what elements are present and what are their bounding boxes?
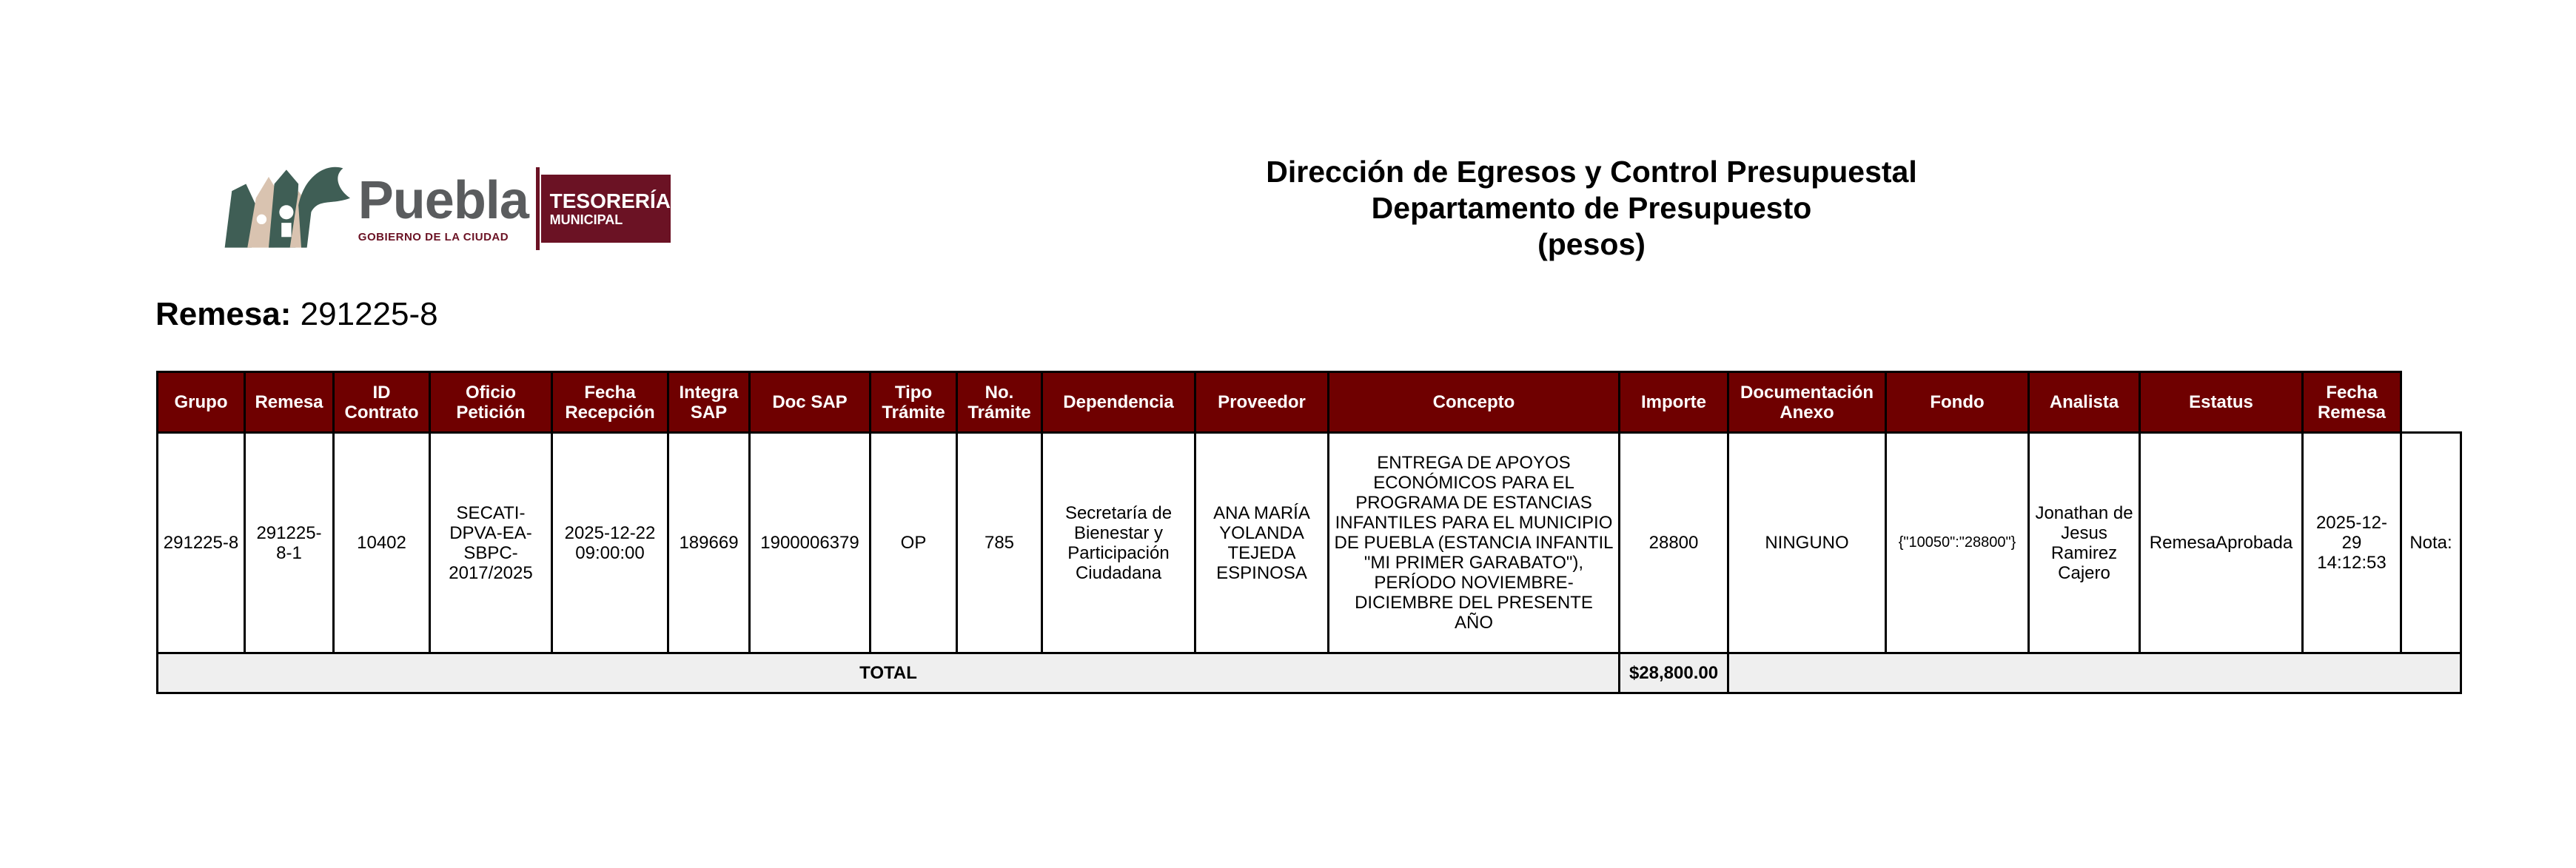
column-header: No. Trámite [957,372,1042,433]
total-value: $28,800.00 [1620,653,1728,693]
column-header: ID Contrato [334,372,430,433]
column-header: Documentación Anexo [1728,372,1886,433]
column-header: Fondo [1886,372,2029,433]
column-header: Importe [1620,372,1728,433]
table-row [158,433,2461,653]
cell-integra-sap: 189669 [668,433,750,653]
cell-doc-sap: 1900006379 [750,433,871,653]
logo-subtitle: GOBIERNO DE LA CIUDAD [358,230,509,243]
column-header: Fecha Remesa [2303,372,2401,433]
badge-line1: TESORERÍA [549,189,671,212]
cell-id-contrato: 10402 [334,433,430,653]
cell-fecha-remesa: 2025-12-29 14:12:53 [2303,433,2401,653]
cell-tipo-tramite: OP [871,433,957,653]
logo-word: Puebla [358,170,529,230]
cell-estatus: RemesaAprobada [2140,433,2303,653]
remesa-table [156,371,2462,694]
tesoreria-badge [541,175,671,243]
total-label: TOTAL [158,653,1620,693]
heading-line1: Dirección de Egresos y Control Presupuestal [1266,155,1917,189]
column-header: Analista [2029,372,2140,433]
column-header: Estatus [2140,372,2303,433]
column-header: Tipo Trámite [871,372,957,433]
column-header: Concepto [1329,372,1620,433]
column-header: Grupo [158,372,245,433]
total-row [158,653,2461,693]
column-header: Oficio Petición [430,372,552,433]
column-header: Fecha Recepción [552,372,668,433]
total-filler [1728,653,2461,693]
logo-divider [536,167,540,250]
cell-fecha-recepcion: 2025-12-22 09:00:00 [552,433,668,653]
document-heading [1110,154,2073,263]
remesa-label: Remesa: [155,296,292,332]
cell-nota: Nota: [2401,433,2461,653]
heading-line2: Departamento de Presupuesto [1371,191,1812,225]
header-spacer [2401,372,2461,433]
column-header: Dependencia [1042,372,1195,433]
remesa-value: 291225-8 [300,296,438,332]
column-header: Remesa [245,372,334,433]
tesoreria-logo [219,157,671,260]
table-header-row [158,372,2461,433]
cell-analista: Jonathan de Jesus Ramirez Cajero [2029,433,2140,653]
heading-line3: (pesos) [1537,227,1646,261]
cell-documentacion-anexo: NINGUNO [1728,433,1886,653]
cell-grupo: 291225-8 [158,433,245,653]
badge-line2: MUNICIPAL [549,212,623,227]
cell-remesa: 291225-8-1 [245,433,334,653]
column-header: Integra SAP [668,372,750,433]
cell-fondo: {"10050":"28800"} [1886,433,2029,653]
cell-importe: 28800 [1620,433,1728,653]
puebla-emblem-icon [219,161,354,257]
column-header: Proveedor [1195,372,1329,433]
cell-dependencia: Secretaría de Bienestar y Participación Ciudadana [1042,433,1195,653]
remesa-title [155,296,438,333]
cell-oficio-peticion: SECATI-DPVA-EA-SBPC-2017/2025 [430,433,552,653]
cell-concepto: ENTREGA DE APOYOS ECONÓMICOS PARA EL PROGRAMA DE ESTANCIAS INFANTILES PARA EL MUNICIPIO DE PUEBLA (ESTANCIA INFANTIL "MI PRIMER GARABATO"), PERÍODO NOVIEMBRE-DICIEMBRE DEL PRESENTE AÑO [1329,433,1620,653]
cell-no-tramite: 785 [957,433,1042,653]
column-header: Doc SAP [750,372,871,433]
cell-proveedor: ANA MARÍA YOLANDA TEJEDA ESPINOSA [1195,433,1329,653]
logo-text [358,164,529,253]
